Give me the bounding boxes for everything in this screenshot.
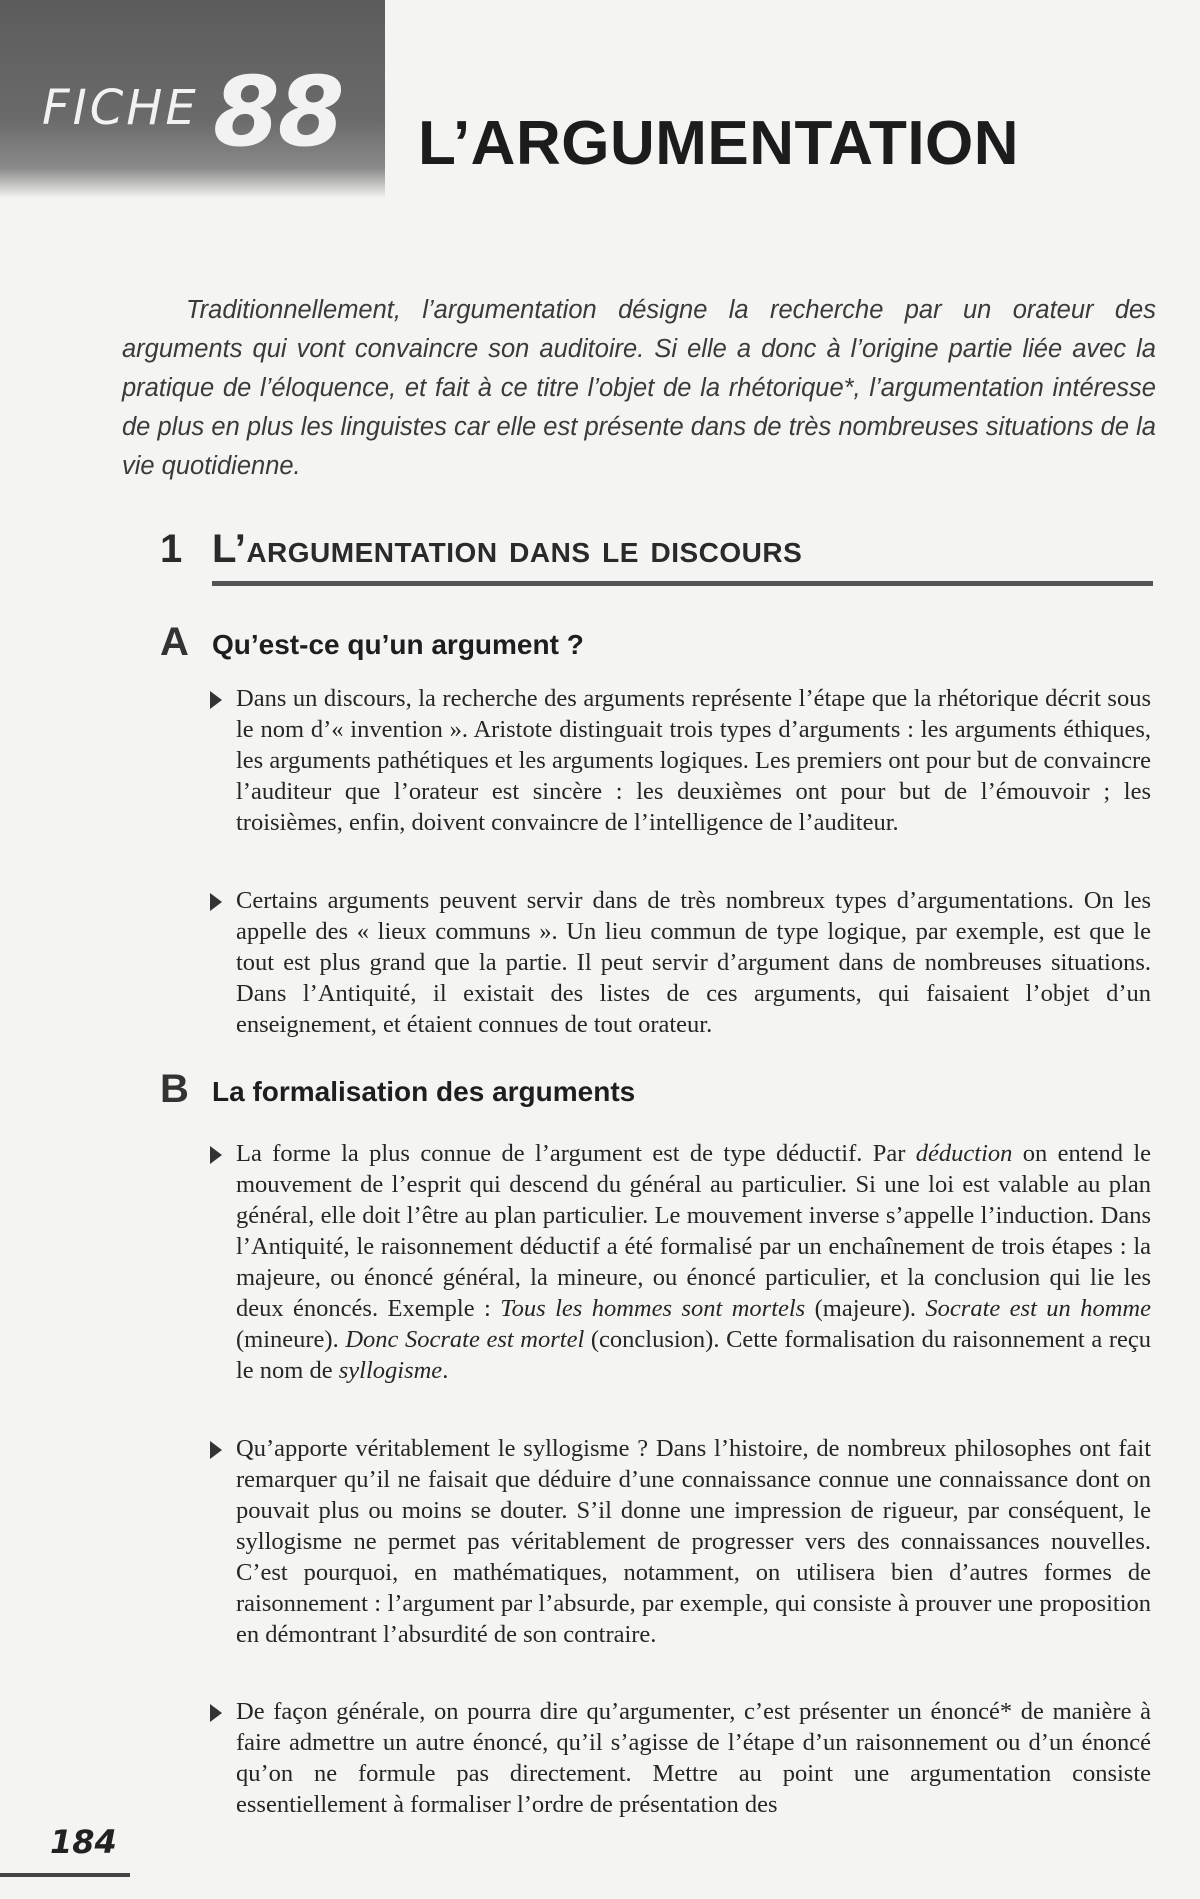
fiche-tab [0, 0, 385, 198]
bullet-marker [210, 691, 222, 709]
page-title: L’ARGUMENTATION [418, 109, 1020, 178]
bullet-paragraph: Certains arguments peuvent servir dans de très nombreux types d’argumentations. On les appelle des « lieux communs ». Un lieu commun de type logique, par exemple, est que le tout est plus grand que la partie. Il peut servir d’argument dans de nombreuses situations. Dans l’Antiquité, il existait des listes de ces arguments, qui faisaient l’objet d’un enseignement, et étaient connues de tout orateur. [236, 887, 1151, 1038]
intro-paragraph: Traditionnellement, l’argumentation désigne la recherche par un orateur des arguments qui vont convaincre son auditoire. Si elle a donc à l’origine partie liée avec la pratique de l’éloquence, et fait à ce titre l’objet de la rhétorique*, l’argumentation intéresse de plus en plus les linguistes car elle est présente dans de très nombreuses situations de la vie quotidienne. [122, 296, 1156, 480]
bullet-paragraph: De façon générale, on pourra dire qu’argumenter, c’est présenter un énoncé* de manière à faire admettre un autre énoncé, qu’il s’agisse de l’étape d’un raisonnement ou d’un énoncé qu’on ne formule pas directement. Mettre au point une argumentation consiste essentiellement à formaliser l’ordre de présentation des [236, 1698, 1151, 1818]
subsection-a-title: Qu’est-ce qu’un argument ? [212, 629, 584, 660]
section-rule [212, 581, 1153, 586]
page-number: 184 [50, 1823, 117, 1861]
subsection-a-letter: A [160, 620, 189, 664]
subsection-b-letter: B [160, 1067, 189, 1111]
bullet-paragraph: Qu’apporte véritablement le syllogisme ? Dans l’histoire, de nombreux philosophes ont fait remarquer qu’il ne faisait que déduire d’une connaissance connue une connaissance dont on pouvait plus ou moins se douter. S’il donne une impression de rigueur, par conséquent, le syllogisme ne permet pas véritablement de progresser vers des connaissances nouvelles. C’est pourquoi, en mathématiques, notamment, on utilisera bien d’autres formes de raisonnement : l’argument par l’absurde, par exemple, qui consiste à prouver une proposition en démontrant l’absurdité de son contraire. [236, 1435, 1151, 1648]
section-number: 1 [160, 527, 183, 571]
footer-rule [0, 1873, 130, 1877]
subsection-b-title: La formalisation des arguments [212, 1076, 636, 1107]
bullet-marker [210, 893, 222, 911]
bullet-paragraph: Dans un discours, la recherche des arguments représente l’étape que la rhétorique décrit sous le nom d’« invention ». Aristote distinguait trois types d’arguments : les arguments éthiques, les arguments pathétiques et les arguments logiques. Les premiers ont pour but de convaincre l’auditeur que l’orateur est sincère : les deuxièmes ont pour but de l’émouvoir ; les troisièmes, enfin, doivent convaincre de l’intelligence de l’auditeur. [236, 685, 1151, 836]
bullet-marker [210, 1146, 222, 1164]
section-title: L’argumentation dans le discours [212, 527, 803, 571]
bullet-marker [210, 1441, 222, 1459]
fiche-number: 88 [213, 56, 343, 168]
bullet-marker [210, 1704, 222, 1722]
fiche-label: FICHE [42, 80, 199, 136]
bullet-paragraph: La forme la plus connue de l’argument est de type déductif. Par déduction on entend le mouvement de l’esprit qui descend du général au particulier. Si une loi est valable au plan général, elle doit l’être au plan particulier. Le mouvement inverse s’appelle l’induction. Dans l’Antiquité, le raisonnement déductif a été formalisé par un enchaînement de trois étapes : la majeure, ou énoncé général, la mineure, ou énoncé particulier, et la conclusion qui lie les deux énoncés. Exemple : Tous les hommes sont mortels (majeure). Socrate est un homme (mineure). Donc Socrate est mortel (conclusion). Cette formalisation du raisonnement a reçu le nom de syllogisme. [236, 1140, 1151, 1384]
